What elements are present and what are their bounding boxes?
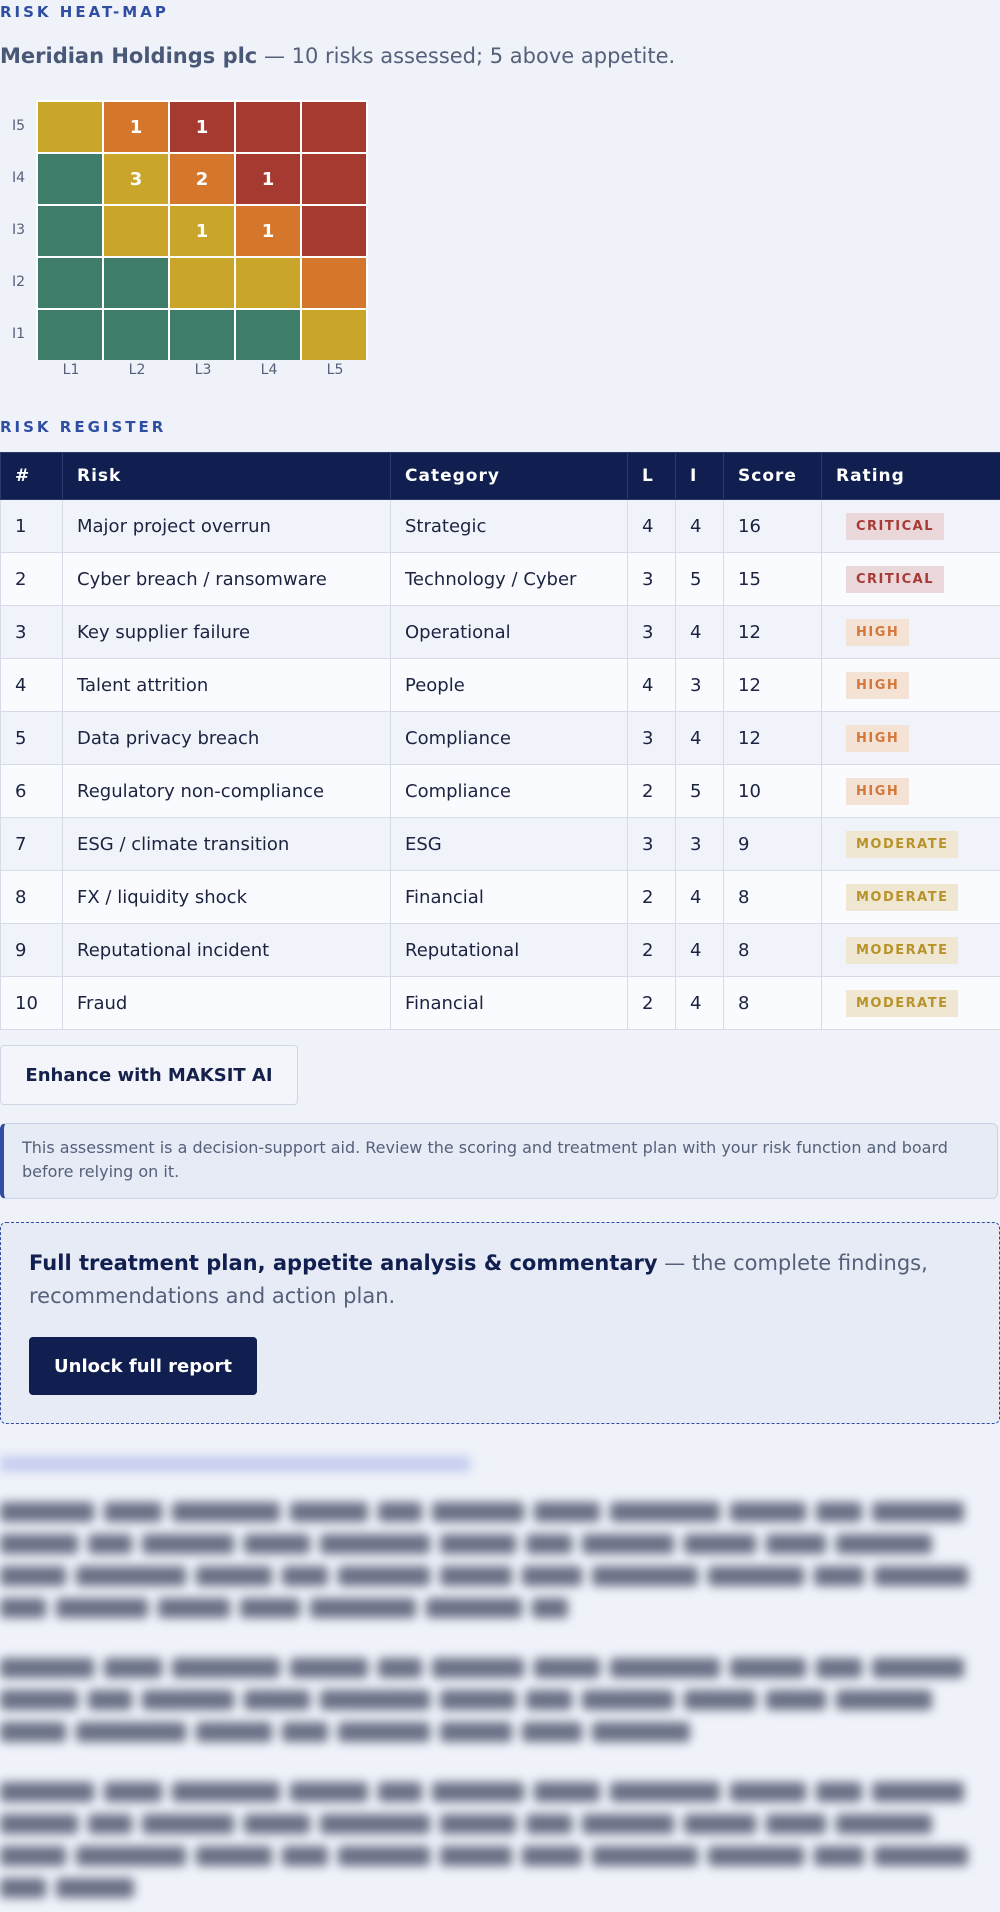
company-name: Meridian Holdings plc [0, 44, 258, 68]
rating-cell [822, 712, 1000, 765]
risk-category: Reputational [391, 924, 628, 977]
redacted-text [730, 1502, 806, 1522]
redacted-text [440, 1690, 516, 1710]
risk-category: People [391, 659, 628, 712]
table-row [1, 500, 1000, 553]
impact-axis-label: I5 [12, 118, 26, 134]
redacted-text [522, 1566, 582, 1586]
redacted-text [104, 1782, 162, 1802]
redacted-text [610, 1658, 720, 1678]
redacted-text [196, 1722, 272, 1742]
rating-badge: CRITICAL [846, 513, 944, 540]
redacted-text [142, 1690, 234, 1710]
redacted-text [104, 1502, 162, 1522]
impact-value: 4 [676, 606, 724, 659]
redacted-text [0, 1502, 94, 1522]
impact-value: 5 [676, 553, 724, 606]
risk-number: 6 [1, 765, 63, 818]
redacted-text [244, 1534, 310, 1554]
redacted-text [0, 1598, 46, 1618]
impact-value: 4 [676, 712, 724, 765]
redacted-text [872, 1658, 964, 1678]
redacted-text [76, 1566, 186, 1586]
table-row [1, 712, 1000, 765]
heat-map-cell [302, 310, 366, 360]
risk-category: Financial [391, 871, 628, 924]
likelihood-value: 2 [628, 977, 676, 1030]
redacted-text [0, 1782, 94, 1802]
redacted-text [816, 1658, 862, 1678]
risk-name: Reputational incident [63, 924, 391, 977]
redacted-text [534, 1782, 600, 1802]
redacted-text [56, 1598, 148, 1618]
impact-axis-label: I1 [12, 326, 26, 342]
redacted-text [440, 1814, 516, 1834]
redacted-text [526, 1534, 572, 1554]
heat-map-cell: 3 [104, 154, 168, 204]
heat-map-cell [170, 310, 234, 360]
redacted-text [282, 1566, 328, 1586]
rating-cell [822, 765, 1000, 818]
redacted-text [440, 1722, 512, 1742]
enhance-with-ai-button[interactable]: Enhance with MAKSIT AI [0, 1045, 298, 1105]
redacted-text [378, 1502, 422, 1522]
redacted-text [0, 1658, 94, 1678]
redacted-text [766, 1534, 826, 1554]
redacted-text [522, 1722, 582, 1742]
rating-badge: MODERATE [846, 937, 958, 964]
unlock-full-report-button[interactable]: Unlock full report [29, 1337, 257, 1395]
upsell-panel [0, 1222, 1000, 1424]
redacted-text [440, 1846, 512, 1866]
redacted-text [610, 1502, 720, 1522]
redacted-text [244, 1690, 310, 1710]
column-header: Risk [63, 453, 391, 500]
risk-score: 8 [724, 924, 822, 977]
redacted-text [534, 1658, 600, 1678]
redacted-text [0, 1534, 78, 1554]
impact-axis-label: I4 [12, 170, 26, 186]
redacted-text [310, 1598, 416, 1618]
disclaimer-notice: This assessment is a decision-support aid. Review the scoring and treatment plan with your risk function and board before relying on it. [0, 1123, 998, 1199]
redacted-text [240, 1598, 300, 1618]
heat-map-cell [302, 206, 366, 256]
redacted-text [172, 1502, 280, 1522]
rating-cell [822, 871, 1000, 924]
redacted-text [88, 1534, 132, 1554]
likelihood-axis-label: L1 [62, 362, 80, 378]
heat-map-cell: 1 [170, 206, 234, 256]
redacted-text [730, 1658, 806, 1678]
rating-cell [822, 977, 1000, 1030]
risk-number: 5 [1, 712, 63, 765]
likelihood-value: 4 [628, 659, 676, 712]
likelihood-value: 2 [628, 924, 676, 977]
redacted-text [142, 1814, 234, 1834]
likelihood-value: 3 [628, 553, 676, 606]
likelihood-axis-label: L4 [260, 362, 278, 378]
redacted-text [104, 1658, 162, 1678]
redacted-text [766, 1690, 826, 1710]
heat-map-cell [38, 310, 102, 360]
heat-map-cell [302, 102, 366, 152]
redacted-text [816, 1502, 862, 1522]
risk-score: 16 [724, 500, 822, 553]
heat-map-cell: 1 [170, 102, 234, 152]
heatmap-section-label: RISK HEAT-MAP [0, 3, 169, 21]
column-header: L [628, 453, 676, 500]
risk-category: Financial [391, 977, 628, 1030]
risk-name: Regulatory non-compliance [63, 765, 391, 818]
rating-badge: MODERATE [846, 831, 958, 858]
redacted-text [766, 1814, 826, 1834]
redacted-text [290, 1782, 368, 1802]
likelihood-value: 2 [628, 871, 676, 924]
redacted-text [440, 1534, 516, 1554]
heat-map-cell [104, 310, 168, 360]
rating-cell [822, 606, 1000, 659]
redacted-text [730, 1782, 806, 1802]
redacted-text [158, 1598, 230, 1618]
risk-category: Technology / Cyber [391, 553, 628, 606]
redacted-text [172, 1658, 280, 1678]
table-header-row [1, 453, 1000, 500]
upsell-subtitle: — the complete findings, recommendations and action plan. [29, 1251, 928, 1308]
redacted-text [320, 1690, 430, 1710]
impact-value: 4 [676, 871, 724, 924]
likelihood-value: 3 [628, 712, 676, 765]
redacted-text [0, 1846, 66, 1866]
redacted-text [592, 1722, 690, 1742]
heat-map-cell [38, 258, 102, 308]
upsell-text [29, 1247, 969, 1313]
risk-score: 12 [724, 659, 822, 712]
risk-number: 2 [1, 553, 63, 606]
risk-name: Key supplier failure [63, 606, 391, 659]
risk-number: 7 [1, 818, 63, 871]
rating-badge: HIGH [846, 619, 909, 646]
redacted-text [432, 1502, 524, 1522]
table-row [1, 924, 1000, 977]
table-row [1, 765, 1000, 818]
table-row [1, 553, 1000, 606]
redacted-text [532, 1598, 568, 1618]
redacted-text [874, 1566, 968, 1586]
redacted-text [378, 1658, 422, 1678]
redacted-text [526, 1690, 572, 1710]
risk-name: Data privacy breach [63, 712, 391, 765]
risk-category: Operational [391, 606, 628, 659]
heat-map-cell: 1 [236, 206, 300, 256]
redacted-text [432, 1782, 524, 1802]
summary-text: — 10 risks assessed; 5 above appetite. [263, 44, 676, 68]
risk-register-table [0, 452, 1000, 1030]
upsell-title: Full treatment plan, appetite analysis & commentary [29, 1251, 658, 1275]
redacted-text [76, 1722, 186, 1742]
impact-value: 4 [676, 977, 724, 1030]
redacted-text [320, 1534, 430, 1554]
risk-score: 9 [724, 818, 822, 871]
table-row [1, 871, 1000, 924]
likelihood-value: 2 [628, 765, 676, 818]
column-header: I [676, 453, 724, 500]
redacted-text [610, 1782, 720, 1802]
redacted-text [522, 1846, 582, 1866]
risk-name: Major project overrun [63, 500, 391, 553]
redacted-text [872, 1502, 964, 1522]
heat-map-cell [104, 258, 168, 308]
rating-badge: HIGH [846, 778, 909, 805]
risk-name: FX / liquidity shock [63, 871, 391, 924]
redacted-text [282, 1846, 328, 1866]
redacted-text [290, 1658, 368, 1678]
risk-category: Strategic [391, 500, 628, 553]
redacted-text [872, 1782, 964, 1802]
risk-heat-map [0, 100, 380, 385]
redacted-text [338, 1846, 430, 1866]
redacted-text [172, 1782, 280, 1802]
impact-value: 3 [676, 659, 724, 712]
redacted-text [814, 1846, 864, 1866]
risk-score: 8 [724, 871, 822, 924]
redacted-text [582, 1690, 674, 1710]
table-row [1, 818, 1000, 871]
rating-badge: HIGH [846, 725, 909, 752]
redacted-text [290, 1502, 368, 1522]
risk-name: Cyber breach / ransomware [63, 553, 391, 606]
likelihood-axis-label: L3 [194, 362, 212, 378]
redacted-text [196, 1846, 272, 1866]
likelihood-value: 3 [628, 818, 676, 871]
likelihood-value: 3 [628, 606, 676, 659]
heat-map-cell [236, 102, 300, 152]
redacted-text [56, 1878, 134, 1898]
heatmap-summary [0, 44, 675, 68]
heat-map-cell [38, 206, 102, 256]
risk-number: 1 [1, 500, 63, 553]
redacted-text [836, 1814, 932, 1834]
redacted-text [582, 1814, 674, 1834]
redacted-text [88, 1814, 132, 1834]
redacted-text [836, 1690, 932, 1710]
column-header: Rating [822, 453, 1000, 500]
redacted-text [708, 1846, 804, 1866]
risk-score: 15 [724, 553, 822, 606]
redacted-text [244, 1814, 310, 1834]
impact-value: 4 [676, 500, 724, 553]
impact-value: 3 [676, 818, 724, 871]
risk-number: 3 [1, 606, 63, 659]
rating-badge: HIGH [846, 672, 909, 699]
redacted-text [432, 1658, 524, 1678]
table-row [1, 659, 1000, 712]
redacted-text [684, 1814, 756, 1834]
impact-axis-label: I2 [12, 274, 26, 290]
redacted-text [592, 1566, 698, 1586]
redacted-text [0, 1722, 66, 1742]
table-row [1, 606, 1000, 659]
redacted-text [378, 1782, 422, 1802]
redacted-text [440, 1566, 512, 1586]
risk-name: ESG / climate transition [63, 818, 391, 871]
risk-name: Talent attrition [63, 659, 391, 712]
heat-map-cell [38, 102, 102, 152]
rating-cell [822, 818, 1000, 871]
redacted-text [282, 1722, 328, 1742]
risk-number: 8 [1, 871, 63, 924]
likelihood-axis-label: L5 [326, 362, 344, 378]
heat-map-cell [236, 310, 300, 360]
redacted-text [0, 1814, 78, 1834]
rating-cell [822, 659, 1000, 712]
impact-value: 4 [676, 924, 724, 977]
redacted-text [684, 1690, 756, 1710]
risk-score: 12 [724, 712, 822, 765]
redacted-text [196, 1566, 272, 1586]
rating-cell [822, 500, 1000, 553]
risk-category: Compliance [391, 712, 628, 765]
impact-value: 5 [676, 765, 724, 818]
column-header: Category [391, 453, 628, 500]
heat-map-cell: 1 [104, 102, 168, 152]
redacted-text [320, 1814, 430, 1834]
risk-name: Fraud [63, 977, 391, 1030]
redacted-text [814, 1566, 864, 1586]
redacted-text [708, 1566, 804, 1586]
heat-map-cell [104, 206, 168, 256]
risk-category: Compliance [391, 765, 628, 818]
heat-map-cell: 1 [236, 154, 300, 204]
redacted-text [836, 1534, 932, 1554]
heat-map-cell [170, 258, 234, 308]
table-row [1, 977, 1000, 1030]
risk-score: 8 [724, 977, 822, 1030]
redacted-text [534, 1502, 600, 1522]
redacted-text [76, 1846, 186, 1866]
column-header: Score [724, 453, 822, 500]
redacted-text [526, 1814, 572, 1834]
risk-score: 12 [724, 606, 822, 659]
redacted-text [816, 1782, 862, 1802]
rating-cell [822, 924, 1000, 977]
redacted-text [426, 1598, 522, 1618]
likelihood-value: 4 [628, 500, 676, 553]
redacted-text [338, 1566, 430, 1586]
redacted-text [0, 1690, 78, 1710]
redacted-text [874, 1846, 968, 1866]
redacted-text [0, 1566, 66, 1586]
risk-category: ESG [391, 818, 628, 871]
heat-map-cell [302, 258, 366, 308]
column-header: # [1, 453, 63, 500]
redacted-text [0, 1878, 46, 1898]
likelihood-axis-label: L2 [128, 362, 146, 378]
heat-map-cell [38, 154, 102, 204]
rating-badge: MODERATE [846, 990, 958, 1017]
heat-map-cell: 2 [170, 154, 234, 204]
heat-map-cell [236, 258, 300, 308]
rating-cell [822, 553, 1000, 606]
redacted-text [142, 1534, 234, 1554]
redacted-text [582, 1534, 674, 1554]
redacted-text [684, 1534, 756, 1554]
redacted-text [592, 1846, 698, 1866]
register-section-label: RISK REGISTER [0, 418, 167, 436]
rating-badge: MODERATE [846, 884, 958, 911]
heat-map-cell [302, 154, 366, 204]
risk-number: 10 [1, 977, 63, 1030]
redacted-text [88, 1690, 132, 1710]
impact-axis-label: I3 [12, 222, 26, 238]
risk-number: 9 [1, 924, 63, 977]
locked-section-heading [0, 1456, 470, 1472]
risk-number: 4 [1, 659, 63, 712]
redacted-text [338, 1722, 430, 1742]
rating-badge: CRITICAL [846, 566, 944, 593]
locked-report-preview [0, 1450, 1000, 1912]
risk-score: 10 [724, 765, 822, 818]
